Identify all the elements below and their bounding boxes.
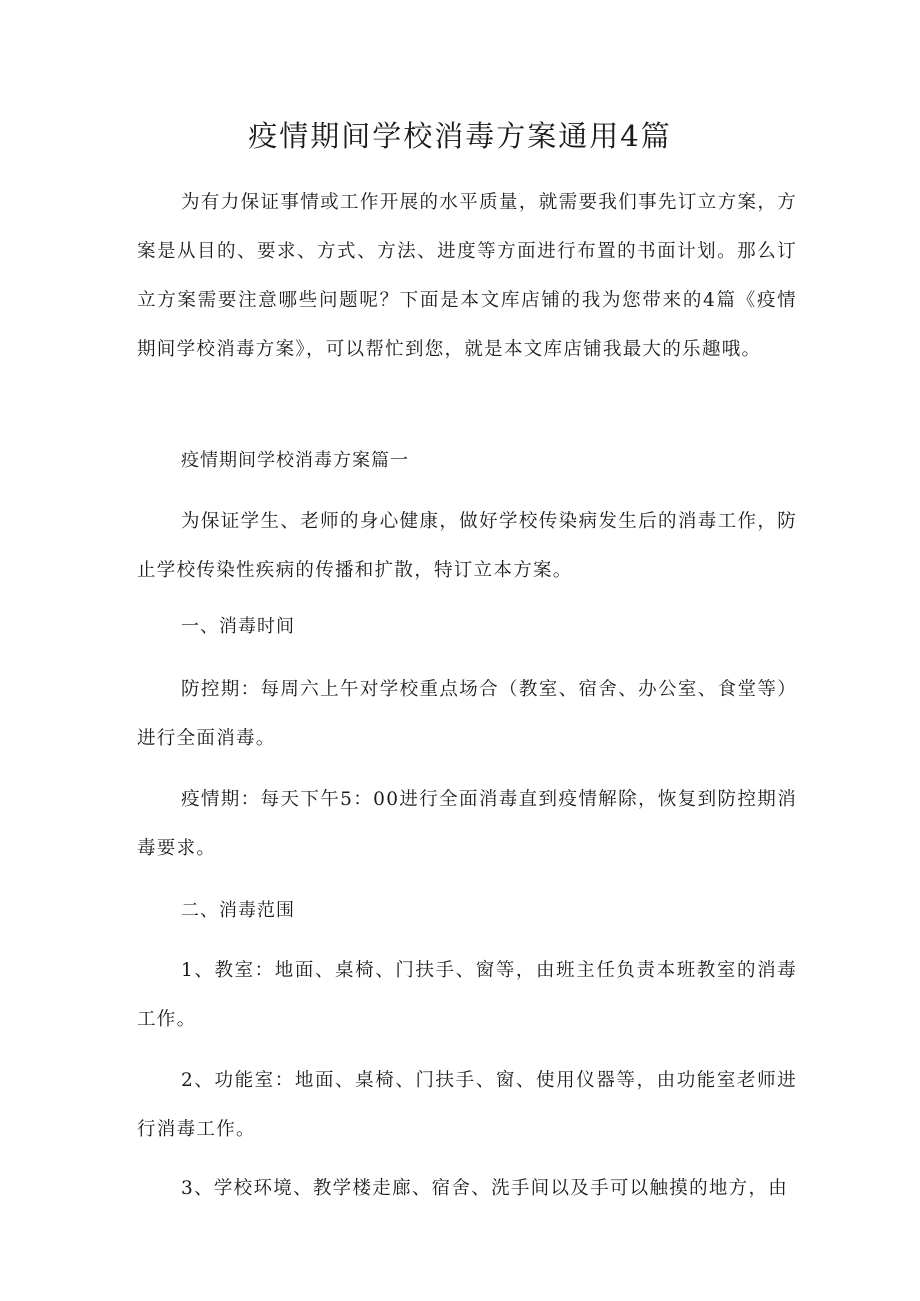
section-title: 疫情期间学校消毒方案篇一: [181, 450, 409, 471]
heading-disinfection-time: 一、消毒时间: [181, 616, 295, 637]
intro-paragraph: 为有力保证事情或工作开展的水平质量，就需要我们事先订立方案，方案是从目的、要求、方式、方法、进度等方面进行布置的书面计划。那么订立方案需要注意哪些问题呢？下面是本文库店铺的我为您带来的4篇《疫情期间学校消毒方案》，可以帮忙到您，就是本文库店铺我最大的乐趣哦。: [137, 192, 797, 360]
document-title: 疫情期间学校消毒方案通用4篇: [248, 119, 672, 153]
scope-item-function-room: 2、功能室：地面、桌椅、门扶手、窗、使用仪器等，由功能室老师进行消毒工作。: [137, 1070, 797, 1140]
scope-item-environment: 3、学校环境、教学楼走廊、宿舍、洗手间以及手可以触摸的地方，由: [181, 1178, 789, 1199]
heading-disinfection-scope: 二、消毒范围: [181, 900, 295, 921]
purpose-paragraph: 为保证学生、老师的身心健康，做好学校传染病发生后的消毒工作，防止学校传染性疾病的传播和扩散，特订立本方案。: [137, 511, 797, 581]
scope-item-classroom: 1、教室：地面、桌椅、门扶手、窗等，由班主任负责本班教室的消毒工作。: [137, 960, 797, 1030]
prevention-period-paragraph: 防控期：每周六上午对学校重点场合（教室、宿舍、办公室、食堂等）进行全面消毒。: [137, 679, 797, 749]
epidemic-period-paragraph: 疫情期：每天下午5：00进行全面消毒直到疫情解除，恢复到防控期消毒要求。: [137, 789, 797, 859]
